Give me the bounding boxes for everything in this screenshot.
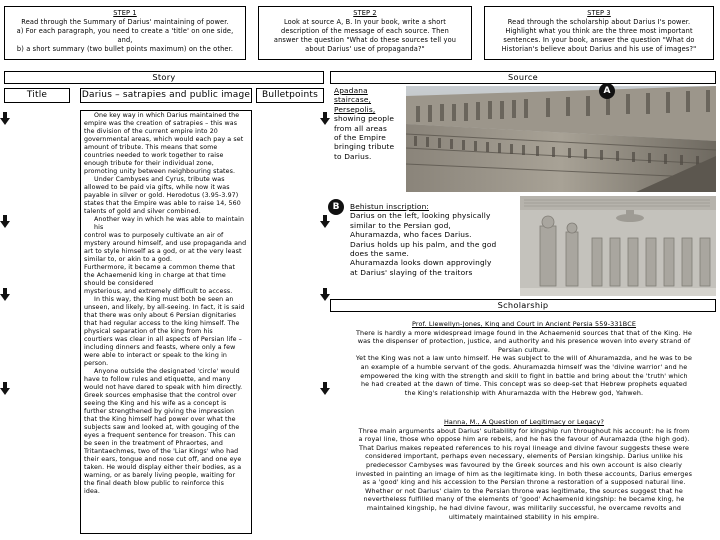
story-line: Furthermore, it became a common theme that bbox=[84, 264, 236, 271]
step-1-line: and, bbox=[117, 36, 133, 44]
story-line: states that the Empire was able to raise 14, 560 bbox=[84, 200, 241, 207]
source-b-line: Ahuramazda looks down approvingly bbox=[350, 258, 492, 268]
story-header: Story bbox=[4, 71, 324, 84]
scholarship-line: Persian culture. bbox=[497, 345, 551, 354]
scholarship-line: predecessor Cambyses was favoured by the Greek sources and his own account is also clearly bbox=[366, 460, 682, 469]
story-line: should be considered bbox=[84, 280, 154, 287]
step-2-title: STEP 2 bbox=[353, 9, 377, 17]
story-line: idea. bbox=[84, 488, 100, 495]
scholarship-line: nevertheless fulfilled many of the elements of 'good' Achaemenid kingship: he became king, he bbox=[363, 495, 685, 504]
source-a-line: Persepolis, bbox=[334, 104, 376, 114]
step-3-line: Read through the scholarship about Darius I's power. bbox=[507, 18, 691, 26]
scholarship-line: Three main arguments about Darius' suitability for kingship run throughout his account: he is from bbox=[358, 426, 690, 435]
source-a-line: to Darius. bbox=[334, 151, 372, 161]
story-line: control was to purposely cultivate an air of bbox=[84, 232, 224, 239]
step-3-title: STEP 3 bbox=[587, 9, 611, 17]
step-3-line: Highlight what you think are the three most important bbox=[505, 27, 693, 35]
scholarship-line: a royal line, those who oppose him are rebels, and he has the favour of Auramazda (the high god). bbox=[358, 435, 690, 444]
source-a-badge: A bbox=[599, 83, 615, 99]
scholarship-citation: Hanna, M., A Question of Legitimacy or Legacy? bbox=[443, 418, 605, 426]
step-2-line: about Darius' use of propaganda?" bbox=[305, 45, 425, 53]
step-3-line: Historian's believe about Darius and his use of images?" bbox=[501, 45, 697, 53]
story-line: promoting unity between neighbouring states. bbox=[84, 168, 236, 175]
bulletpoints-column-label: Bulletpoints bbox=[256, 88, 324, 103]
title-column-label: Title bbox=[4, 88, 70, 103]
step-1-box bbox=[4, 6, 246, 60]
story-line: enough tribute for their individual zone, bbox=[84, 160, 214, 167]
story-line: Tritantaechmes, two of the 'Liar Kings' who had bbox=[84, 448, 239, 455]
step-2-line: Look at source A, B. In your book, write a short bbox=[283, 18, 447, 26]
story-line: eyes a frequent sentence for treason. This can bbox=[84, 432, 236, 439]
scholarship-line: the King's relationship with Ahuramazda with the Hebrew god, Yahweh. bbox=[404, 388, 644, 397]
scholarship-line: was the dispenser of protection, justice, and authority and his presence woven into every strand of bbox=[357, 337, 691, 346]
source-a-line: Apadana bbox=[334, 86, 368, 95]
source-a-line: staircase, bbox=[334, 95, 372, 105]
story-line: further strengthened by giving the impression bbox=[84, 408, 235, 415]
story-line: that there was only about 6 Persian dignitaries bbox=[84, 312, 237, 319]
story-line: that had regular access to the king himself. The bbox=[84, 320, 240, 327]
source-a-line: from all areas bbox=[334, 123, 387, 133]
source-a-line: of the Empire bbox=[334, 133, 386, 143]
story-line: amount of tribute. This means that some bbox=[84, 144, 218, 151]
story-line: that the King himself had power over what the bbox=[84, 416, 236, 423]
story-line: Anyone outside the designated 'circle' would bbox=[94, 368, 240, 375]
scholarship-block-2 bbox=[332, 418, 716, 521]
step-1-line: Read through the Summary of Darius' maintaining of power. bbox=[21, 18, 229, 26]
scholarship-line: considered important, perhaps even necessary, elements of Persian kingship. Darius unlike his bbox=[365, 452, 683, 461]
story-line: talents of gold and silver combined. bbox=[84, 208, 201, 215]
source-b-line: similar to the Persian god, bbox=[350, 220, 451, 230]
scholarship-line: Whether or not Darius' claim to the Persian throne was legitimate, the sources suggest that he bbox=[365, 486, 683, 495]
source-a-line: showing people bbox=[334, 114, 395, 124]
story-line: Under Cambyses and Cyrus, tribute was bbox=[94, 176, 225, 183]
step-2-line: description of the message of each source. Then bbox=[281, 27, 449, 35]
story-line: countries needed to work together to raise bbox=[84, 152, 224, 159]
story-line: similar to, or akin to a god. bbox=[84, 256, 173, 263]
step-1-line: a) For each paragraph, you need to create a 'title' on one side, bbox=[16, 27, 234, 35]
story-line: were able to interact or speak to the king in bbox=[84, 352, 228, 359]
source-b-line: does the same. bbox=[350, 249, 410, 259]
scholarship-line: That Darius makes repeated references to his royal lineage and divine favour suggests these were bbox=[358, 443, 690, 452]
step-3-box bbox=[484, 6, 714, 60]
topic-column-label: Darius – satrapies and public image bbox=[80, 88, 252, 103]
source-b-line: Darius holds up his palm, and the god bbox=[350, 239, 497, 249]
story-line: the Achaemenid king in charge at that time bbox=[84, 272, 226, 279]
story-line: the division of the current empire into 20 bbox=[84, 128, 218, 135]
scholarship-line: an example of a humble servant of the gods. Ahuramazda himself was the 'divine warrior' and he bbox=[360, 362, 688, 371]
story-line: art to style himself as a god, or at the very least bbox=[84, 248, 242, 255]
source-b-line: Ahuramazda, who faces Darius. bbox=[350, 230, 472, 240]
story-line: including dinners and feasts, where only a few bbox=[84, 344, 236, 351]
story-line: the final death blow public to reinforce this bbox=[84, 480, 225, 487]
story-line: have to follow rules and etiquette, and many bbox=[84, 376, 231, 383]
scholarship-line: There is hardly a more widespread image found in the Achaemenid sources that that of the King. He bbox=[355, 328, 693, 337]
story-line: allowed to be paid via gifts, while now it was bbox=[84, 184, 230, 191]
story-line: payable in silver or gold. Herodotus (3.95-3.97) bbox=[84, 192, 239, 199]
scholarship-header: Scholarship bbox=[330, 299, 716, 312]
story-line: Greek sources emphasise that the control over bbox=[84, 392, 237, 399]
story-line: person. bbox=[84, 360, 109, 367]
step-2-box bbox=[258, 6, 472, 60]
story-line: physical separation of the king from his bbox=[84, 328, 213, 335]
story-line: In this way, the King must both be seen an bbox=[94, 296, 234, 303]
source-b-line: Darius on the left, looking physically bbox=[350, 211, 491, 221]
story-line: subjects saw and looked at, with gouging of the bbox=[84, 424, 240, 431]
step-2-line: answer the question "What do these sources tell you bbox=[273, 36, 457, 44]
source-b-caption bbox=[350, 202, 518, 277]
step-1-title: STEP 1 bbox=[113, 9, 137, 17]
story-line: unseen, and likely, by all-seeing. In fact, it is said bbox=[84, 304, 245, 311]
scholarship-line: as a 'good' king and his accession to the Persian throne a restoration of a supposed natural line. bbox=[362, 478, 686, 487]
step-3-line: sentences. In your book, answer the question "What do bbox=[503, 36, 695, 44]
story-line: taken. He would display either their bodies, as a bbox=[84, 464, 242, 471]
apadana-staircase-image bbox=[406, 86, 716, 192]
story-line: mysterious, and extremely difficult to access. bbox=[84, 288, 233, 295]
source-b-badge: B bbox=[328, 199, 344, 215]
scholarship-citation: Prof. Llewellyn-Jones, King and Court in Ancient Persia 559-331BCE bbox=[411, 320, 637, 328]
step-1-line: b) a short summary (two bullet points maximum) on the other. bbox=[16, 45, 234, 53]
scholarship-line: empowered the king with the strength and skill to fight in battle and bring about the 'truth' which bbox=[360, 371, 688, 380]
story-line: warning, or as barely living people, waiting for bbox=[84, 472, 236, 479]
scholarship-line: ultimately maintained stability in his empire. bbox=[448, 512, 600, 521]
story-line: governmental areas, which would each pay a set bbox=[84, 136, 244, 143]
story-line: One key way in which Darius maintained the bbox=[94, 112, 240, 119]
scholarship-line: maintained kingship, he had divine favour, was militarily successful, he overcame revolts and bbox=[366, 503, 682, 512]
story-line: their ears, tongue and nose cut off, and one eye bbox=[84, 456, 242, 463]
source-a-caption bbox=[334, 86, 408, 161]
source-b-line: at Darius' slaying of the traitors bbox=[350, 267, 473, 277]
story-summary-text bbox=[80, 110, 252, 534]
story-line: mystery around himself, and use propaganda and bbox=[84, 240, 247, 247]
scholarship-line: Yet the King was not a law unto himself. He was subject to the will of Ahuramazda, and he was to be bbox=[355, 354, 693, 363]
scholarship-block-1 bbox=[332, 320, 716, 397]
story-line: Another way in which he was able to maintain his bbox=[94, 216, 245, 231]
story-line: empire was the creation of satrapies – this was bbox=[84, 120, 238, 127]
story-line: courtiers was clear in all aspects of Persian life – bbox=[84, 336, 242, 343]
story-line: be seen in the treatment of Phraortes, and bbox=[84, 440, 223, 447]
story-line: would not have dared to speak with him directly. bbox=[84, 384, 243, 391]
scholarship-line: he had created at the dawn of time. This concept was so deep-set that Hebrew prophets equated bbox=[360, 380, 688, 389]
source-header: Source bbox=[330, 71, 716, 84]
scholarship-line: invested in painting an image of him as the legitimate king. In both these accounts, Darius emerges bbox=[355, 469, 693, 478]
behistun-relief-image bbox=[520, 196, 716, 296]
source-a-line: bringing tribute bbox=[334, 142, 395, 152]
story-line: seeing the King and his wife as a concept is bbox=[84, 400, 227, 407]
source-b-line: Behistun inscription: bbox=[350, 202, 430, 211]
